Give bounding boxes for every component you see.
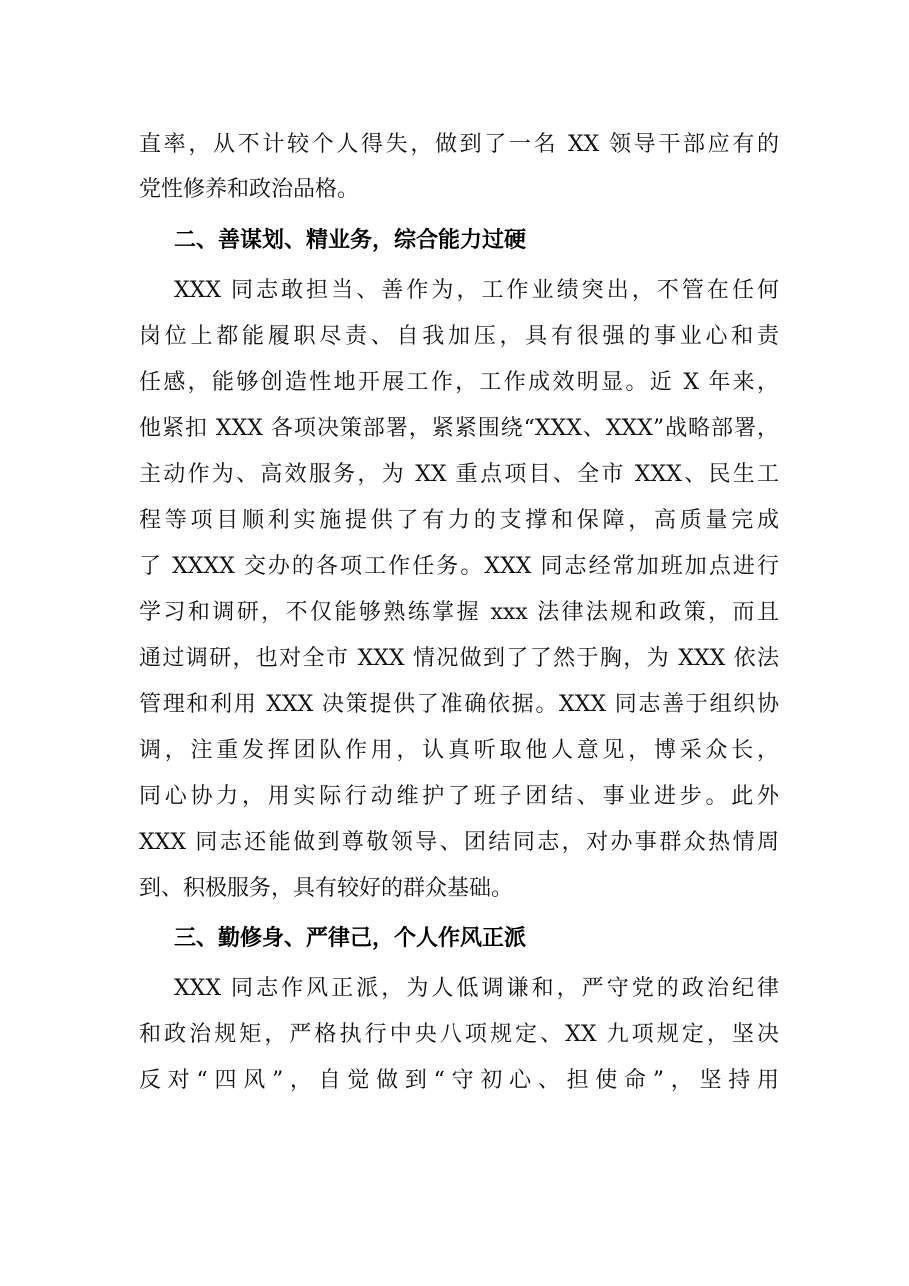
paragraph-line: XXX 同志敢担当、善作为，工作业绩突出，不管在任何 bbox=[174, 278, 779, 303]
paragraph-line: 到、积极服务，具有较好的群众基础。 bbox=[139, 876, 514, 901]
paragraph-line: 同心协力，用实际行动维护了班子团结、事业进步。此外 bbox=[139, 784, 779, 809]
paragraph-line: 通过调研，也对全市 XXX 情况做到了了然于胸，为 XXX 依法 bbox=[139, 646, 779, 671]
paragraph-line: 学习和调研，不仅能够熟练掌握 xxx 法律法规和政策，而且 bbox=[139, 600, 779, 625]
paragraph-line: 和政治规矩，严格执行中央八项规定、XX 九项规定，坚决 bbox=[139, 1022, 779, 1047]
paragraph-line: 了 XXXX 交办的各项工作任务。XXX 同志经常加班加点进行 bbox=[139, 554, 779, 579]
paragraph-line: XXX 同志还能做到尊敬领导、团结同志，对办事群众热情周 bbox=[139, 830, 779, 855]
paragraph-line: 管理和利用 XXX 决策提供了准确依据。XXX 同志善于组织协 bbox=[139, 692, 779, 717]
section-heading-3: 三、勤修身、严律己，个人作风正派 bbox=[174, 926, 527, 951]
paragraph-line: 岗位上都能履职尽责、自我加压，具有很强的事业心和责 bbox=[139, 324, 779, 349]
paragraph-line: 主动作为、高效服务，为 XX 重点项目、全市 XXX、民生工 bbox=[139, 462, 779, 487]
paragraph-line: 他紧扣 XXX 各项决策部署，紧紧围绕“XXX、XXX”战略部署， bbox=[139, 416, 779, 441]
paragraph-line: 程等项目顺利实施提供了有力的支撑和保障，高质量完成 bbox=[139, 508, 779, 533]
paragraph-line: 党性修养和政治品格。 bbox=[139, 177, 360, 202]
section-heading-2: 二、善谋划、精业务，综合能力过硬 bbox=[174, 228, 527, 253]
paragraph-line: 直率，从不计较个人得失，做到了一名 XX 领导干部应有的 bbox=[139, 132, 779, 157]
paragraph-line: XXX 同志作风正派，为人低调谦和，严守党的政治纪律 bbox=[174, 976, 779, 1001]
paragraph-line: 反对“四风”，自觉做到“守初心、担使命”，坚持用 bbox=[139, 1068, 779, 1093]
paragraph-line: 调，注重发挥团队作用，认真听取他人意见，博采众长， bbox=[139, 738, 779, 763]
paragraph-line: 任感，能够创造性地开展工作，工作成效明显。近 X 年来， bbox=[139, 370, 779, 395]
